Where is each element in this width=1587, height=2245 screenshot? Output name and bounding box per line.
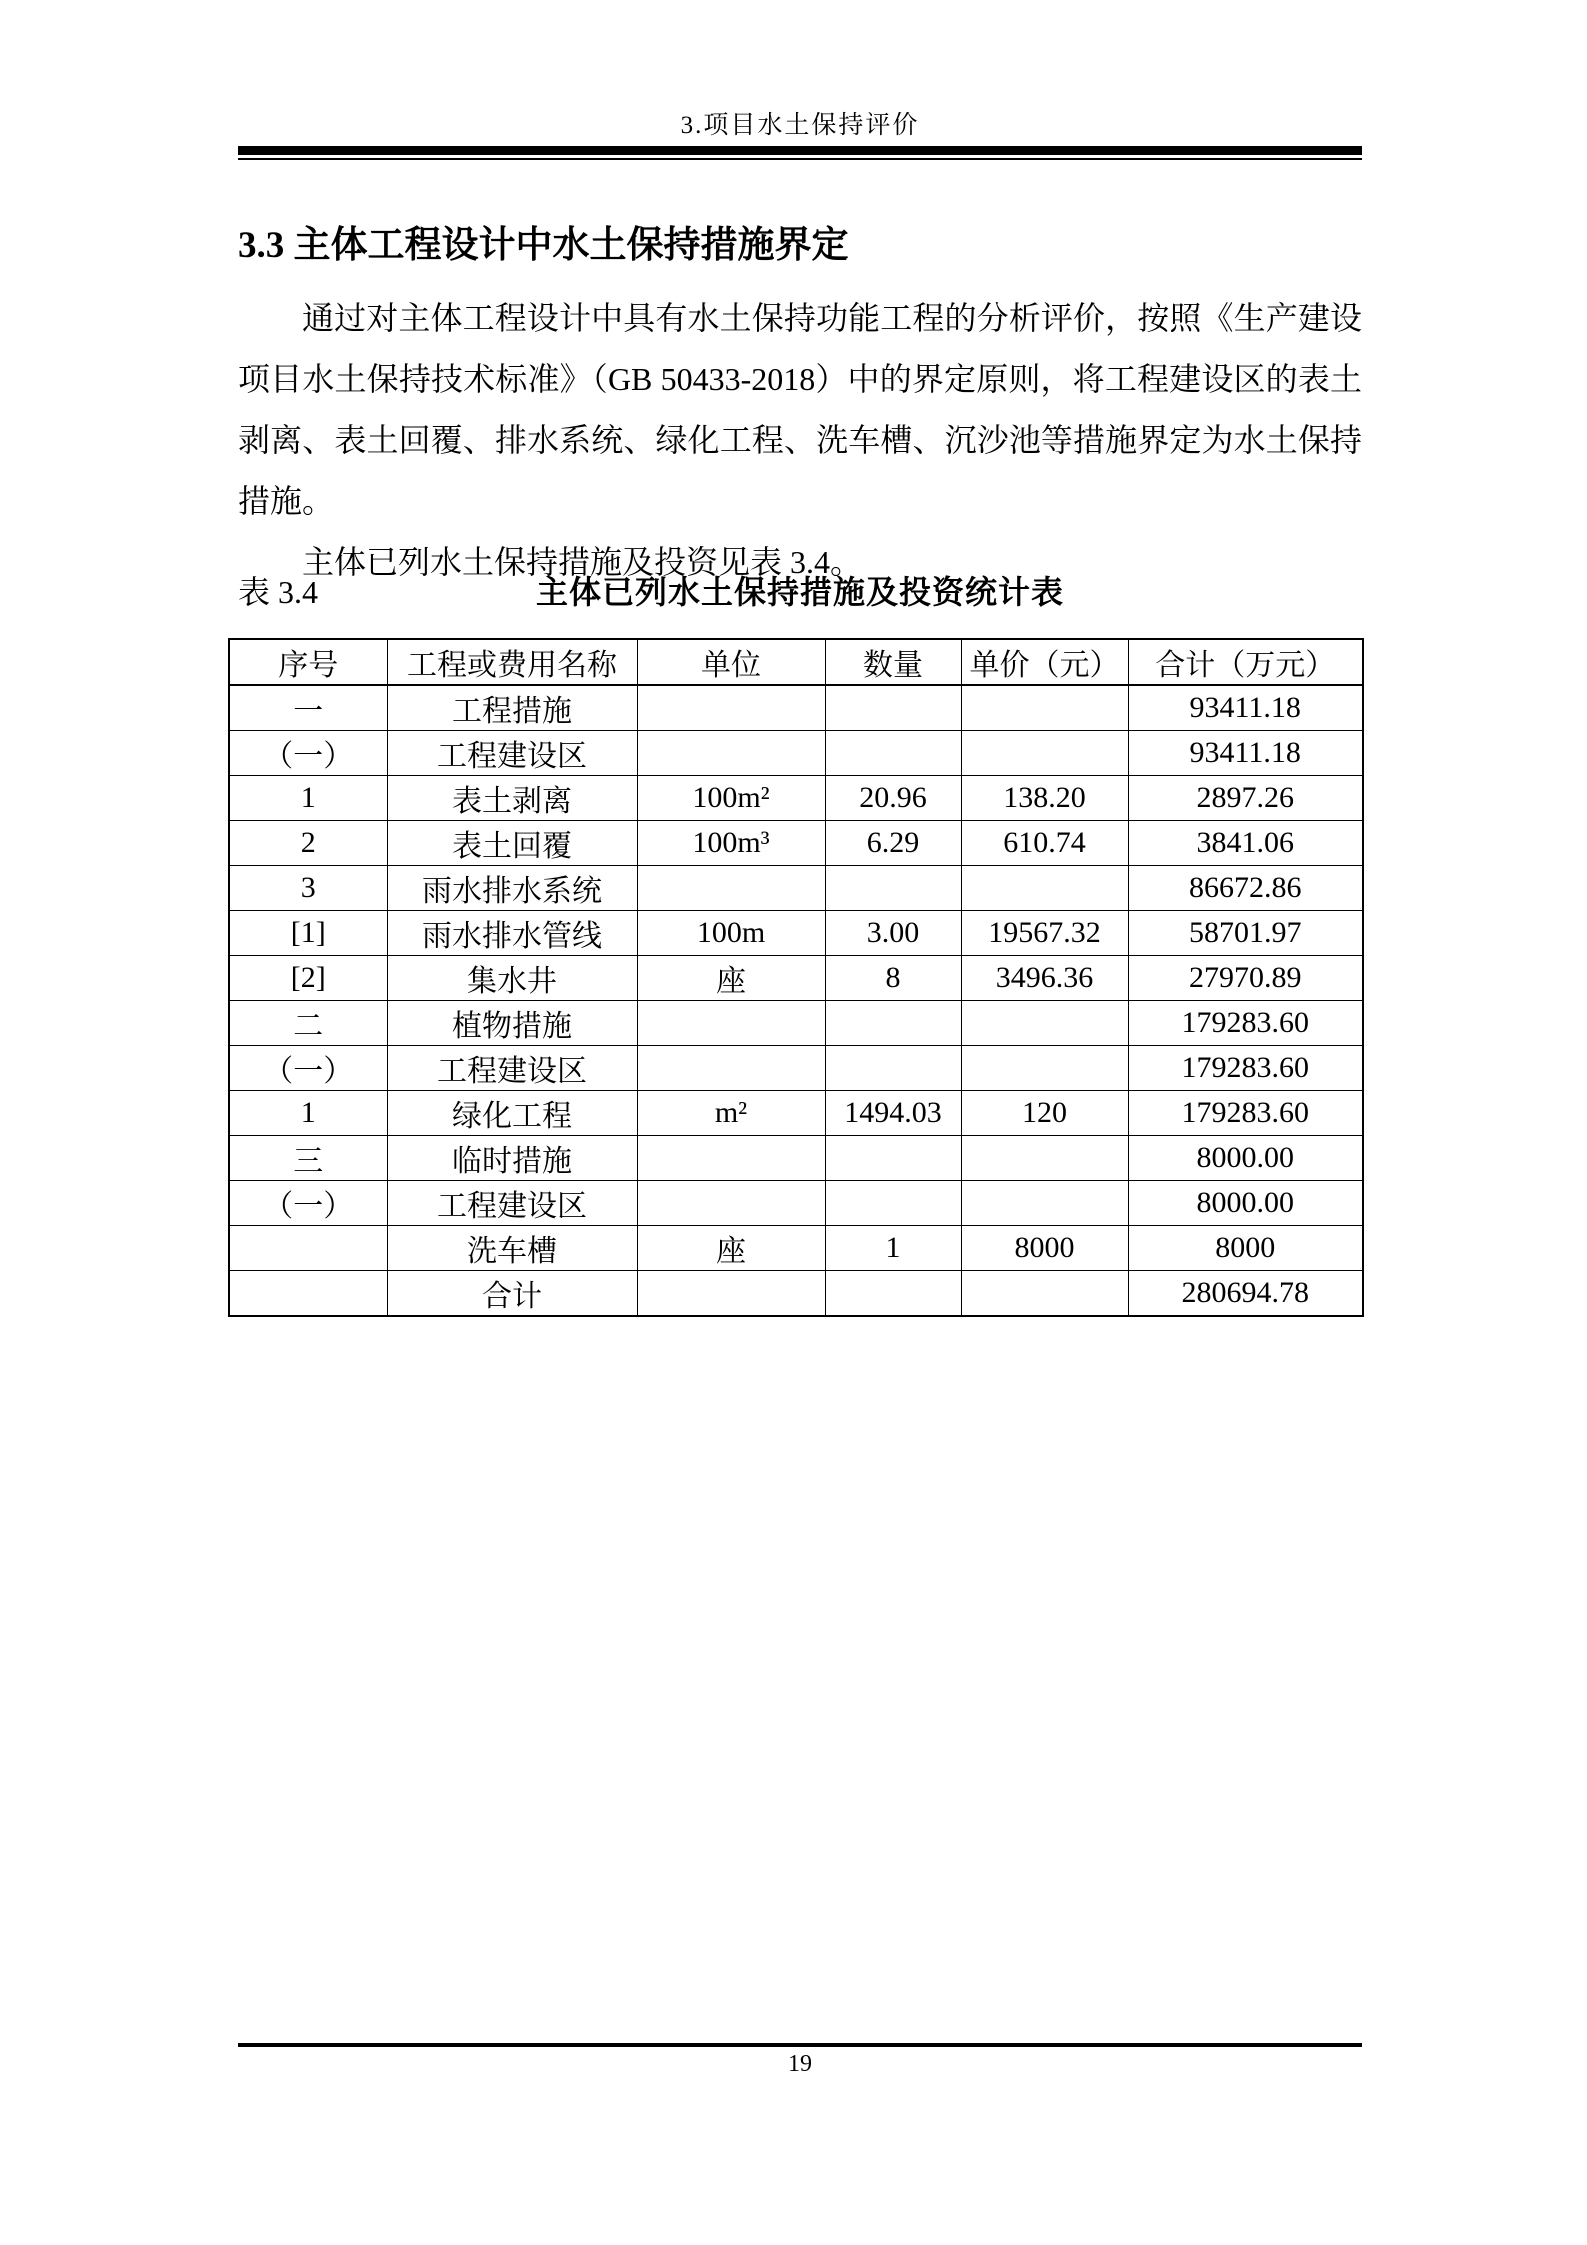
cell-qty: 8: [825, 956, 961, 1001]
cell-qty: [825, 1046, 961, 1091]
cell-name: 工程建设区: [387, 1046, 637, 1091]
cell-no: （一）: [229, 1181, 387, 1226]
column-header: 数量: [825, 639, 961, 685]
cell-name: 临时措施: [387, 1136, 637, 1181]
cell-name: 绿化工程: [387, 1091, 637, 1136]
cell-qty: 3.00: [825, 911, 961, 956]
cell-unit: [637, 1271, 825, 1317]
cell-price: [961, 1181, 1128, 1226]
cell-unit: 100m: [637, 911, 825, 956]
cell-no: （一）: [229, 1046, 387, 1091]
cell-unit: [637, 1136, 825, 1181]
cell-no: [1]: [229, 911, 387, 956]
cell-unit: 100m²: [637, 776, 825, 821]
cell-total: 3841.06: [1128, 821, 1363, 866]
cell-qty: [825, 866, 961, 911]
cell-total: 179283.60: [1128, 1046, 1363, 1091]
cell-qty: 1: [825, 1226, 961, 1271]
investment-table: [228, 638, 1364, 1317]
cell-total: 179283.60: [1128, 1001, 1363, 1046]
column-header: 单位: [637, 639, 825, 685]
cell-total: 93411.18: [1128, 685, 1363, 731]
column-header: 工程或费用名称: [387, 639, 637, 685]
cell-qty: 6.29: [825, 821, 961, 866]
cell-name: 植物措施: [387, 1001, 637, 1046]
cell-price: [961, 866, 1128, 911]
cell-unit: [637, 1181, 825, 1226]
table-row: [229, 1046, 1363, 1091]
cell-unit: [637, 1046, 825, 1091]
cell-no: 三: [229, 1136, 387, 1181]
table-row: [229, 956, 1363, 1001]
cell-unit: 100m³: [637, 821, 825, 866]
cell-total: 179283.60: [1128, 1091, 1363, 1136]
table-row: [229, 866, 1363, 911]
cell-qty: 20.96: [825, 776, 961, 821]
cell-total: 8000.00: [1128, 1181, 1363, 1226]
table-header-row: [229, 639, 1363, 685]
table-row: [229, 776, 1363, 821]
cell-unit: m²: [637, 1091, 825, 1136]
cell-total: 8000: [1128, 1226, 1363, 1271]
cell-unit: 座: [637, 956, 825, 1001]
table-row: [229, 911, 1363, 956]
cell-price: [961, 1136, 1128, 1181]
cell-unit: [637, 866, 825, 911]
cell-name: 合计: [387, 1271, 637, 1317]
cell-unit: [637, 731, 825, 776]
cell-total: 280694.78: [1128, 1271, 1363, 1317]
header-rule-thick: [238, 146, 1362, 155]
body-paragraph: 通过对主体工程设计中具有水土保持功能工程的分析评价，按照《生产建设项目水土保持技术标准》（GB 50433-2018）中的界定原则，将工程建设区的表土剥离、表土回覆、排水系统、绿化工程、洗车槽、沉沙池等措施界定为水土保持措施。: [238, 300, 1362, 519]
table-row: [229, 821, 1363, 866]
cell-no: [229, 1271, 387, 1317]
cell-qty: [825, 1271, 961, 1317]
table-row: [229, 1136, 1363, 1181]
cell-name: 雨水排水管线: [387, 911, 637, 956]
cell-price: 138.20: [961, 776, 1128, 821]
cell-total: 58701.97: [1128, 911, 1363, 956]
table-row: [229, 685, 1363, 731]
cell-no: 一: [229, 685, 387, 731]
cell-unit: [637, 1001, 825, 1046]
cell-no: 1: [229, 776, 387, 821]
cell-unit: 座: [637, 1226, 825, 1271]
column-header: 序号: [229, 639, 387, 685]
investment-table-wrap: [228, 638, 1364, 1317]
cell-name: 表土剥离: [387, 776, 637, 821]
cell-no: （一）: [229, 731, 387, 776]
table-caption-title: 主体已列水土保持措施及投资统计表: [535, 574, 1064, 610]
cell-qty: 1494.03: [825, 1091, 961, 1136]
table-row: [229, 1001, 1363, 1046]
cell-qty: [825, 731, 961, 776]
cell-name: 雨水排水系统: [387, 866, 637, 911]
table-caption: [238, 562, 1362, 623]
cell-price: [961, 1046, 1128, 1091]
cell-no: [229, 1226, 387, 1271]
cell-total: 86672.86: [1128, 866, 1363, 911]
cell-price: [961, 685, 1128, 731]
cell-name: 洗车槽: [387, 1226, 637, 1271]
cell-price: 8000: [961, 1226, 1128, 1271]
cell-name: 集水井: [387, 956, 637, 1001]
cell-name: 工程措施: [387, 685, 637, 731]
cell-qty: [825, 685, 961, 731]
body-paragraph: 主体已列水土保持措施及投资见表 3.4。: [302, 544, 863, 580]
running-header-title: 3.项目水土保持评价: [680, 112, 920, 139]
cell-price: [961, 731, 1128, 776]
cell-total: 27970.89: [1128, 956, 1363, 1001]
cell-price: 3496.36: [961, 956, 1128, 1001]
page-number: 19: [788, 2051, 812, 2077]
cell-name: 工程建设区: [387, 1181, 637, 1226]
cell-price: [961, 1271, 1128, 1317]
cell-total: 2897.26: [1128, 776, 1363, 821]
cell-no: 1: [229, 1091, 387, 1136]
cell-name: 表土回覆: [387, 821, 637, 866]
cell-qty: [825, 1136, 961, 1181]
cell-no: 3: [229, 866, 387, 911]
table-row: [229, 1271, 1363, 1317]
cell-qty: [825, 1001, 961, 1046]
cell-no: 2: [229, 821, 387, 866]
table-row: [229, 1091, 1363, 1136]
table-body: [229, 685, 1363, 1316]
cell-name: 工程建设区: [387, 731, 637, 776]
table-caption-label: 表 3.4: [238, 574, 319, 610]
cell-total: 8000.00: [1128, 1136, 1363, 1181]
cell-total: 93411.18: [1128, 731, 1363, 776]
table-row: [229, 1226, 1363, 1271]
cell-no: [2]: [229, 956, 387, 1001]
column-header: 单价（元）: [961, 639, 1128, 685]
cell-qty: [825, 1181, 961, 1226]
cell-no: 二: [229, 1001, 387, 1046]
header-rule-thin: [238, 158, 1362, 160]
footer-rule: [238, 2043, 1362, 2047]
cell-price: 19567.32: [961, 911, 1128, 956]
table-row: [229, 1181, 1363, 1226]
table-row: [229, 731, 1363, 776]
section-heading: 3.3 主体工程设计中水土保持措施界定: [238, 224, 849, 266]
cell-price: 610.74: [961, 821, 1128, 866]
cell-price: [961, 1001, 1128, 1046]
cell-price: 120: [961, 1091, 1128, 1136]
column-header: 合计（万元）: [1128, 639, 1363, 685]
cell-unit: [637, 685, 825, 731]
